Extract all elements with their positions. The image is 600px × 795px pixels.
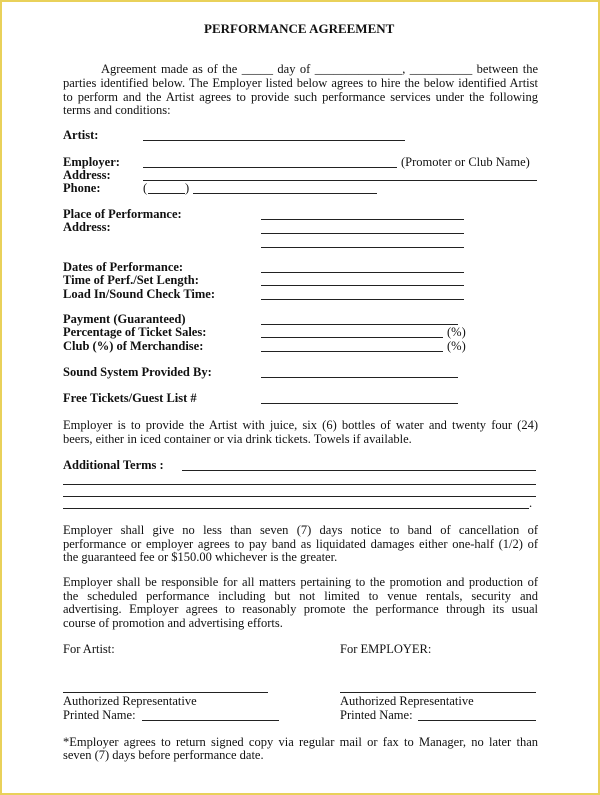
refreshments-line-2: beers, either in iced container or via drink tickets. Towels if available. [63,432,412,446]
employer-label: Employer: [63,155,120,169]
merch-line[interactable] [261,351,443,352]
loadin-line[interactable] [261,299,464,300]
place-address-line-1[interactable] [261,233,464,234]
intro-line-3: to perform and the Artist agrees to provide such performance services under the following [63,90,538,104]
phone-area-open: ( [143,181,148,195]
terms-line-3[interactable] [63,496,536,497]
employer-signature-line[interactable] [340,692,536,693]
promotion-line-3: advertising. Employer agrees to reasonably promote the performance through its usual [63,602,538,616]
employer-line[interactable] [143,167,397,168]
cancellation-line-3: the guaranteed fee or $150.00 whichever is the greater. [63,550,338,564]
performance-agreement-document [2,2,598,793]
for-artist-label: For Artist: [63,642,115,656]
merch-pct: (%) [447,339,466,353]
dates-label: Dates of Performance: [63,260,184,274]
artist-printed-name-line[interactable] [142,720,279,721]
cancellation-line-2: performance or employer agrees to pay band as liquidated damages either one-half (1/2) of [63,537,538,551]
footnote-line-1: *Employer agrees to return signed copy via regular mail or fax to Manager, no later than [63,735,538,749]
document-title: PERFORMANCE AGREEMENT [204,21,395,36]
intro-line-4: terms and conditions: [63,103,171,117]
sound-line[interactable] [261,377,458,378]
footnote-line-2: seven (7) days before performance date. [63,748,264,762]
phone-label: Phone: [63,181,101,195]
promotion-line-4: course of promotion and advertising efforts. [63,616,283,630]
refreshments-line-1: Employer is to provide the Artist with juice, six (6) bottles of water and twenty four (24) [63,418,538,432]
phone-number-line[interactable] [193,193,377,194]
artist-label: Artist: [63,128,99,142]
dates-line[interactable] [261,272,464,273]
place-line[interactable] [261,219,464,220]
employer-note: (Promoter or Club Name) [401,155,530,169]
phone-area-close: ) [185,181,190,195]
employer-authorized-rep: Authorized Representative [340,694,474,708]
terms-line-2[interactable] [63,484,536,485]
employer-printed-name: Printed Name: [340,708,413,722]
promotion-line-2: the scheduled performance including but not limited to venue rentals, security and [63,589,538,603]
time-line[interactable] [261,285,464,286]
terms-line-4[interactable] [63,508,529,509]
place-address-label: Address: [63,220,111,234]
payment-line[interactable] [261,324,458,325]
for-employer-label: For EMPLOYER: [340,642,432,656]
merch-label: Club (%) of Merchandise: [63,339,204,353]
address-line[interactable] [143,180,537,181]
intro-line-1: Agreement made as of the _____ day of ______________, __________ between the [101,62,538,76]
loadin-label: Load In/Sound Check Time: [63,287,216,301]
promotion-line-1: Employer shall be responsible for all matters pertaining to the promotion and production of [63,575,538,589]
ticket-sales-line[interactable] [261,337,443,338]
place-address-line-2[interactable] [261,247,464,248]
additional-terms-label: Additional Terms : [63,458,164,472]
payment-label: Payment (Guaranteed) [63,312,186,326]
employer-printed-name-line[interactable] [418,720,536,721]
phone-area-line[interactable] [148,193,185,194]
place-label: Place of Performance: [63,207,182,221]
artist-printed-name: Printed Name: [63,708,136,722]
intro-line-2: parties identified below. The Employer listed below agrees to hire the below identified Artist [63,76,538,90]
address-label: Address: [63,168,111,182]
time-label: Time of Perf./Set Length: [63,273,199,287]
terms-line-1[interactable] [182,470,536,471]
tickets-label: Free Tickets/Guest List # [63,391,197,405]
artist-signature-line[interactable] [63,692,268,693]
cancellation-line-1: Employer shall give no less than seven (7) days notice to band of cancellation of [63,523,538,537]
sound-label: Sound System Provided By: [63,365,212,379]
tickets-line[interactable] [261,403,458,404]
terms-end-period: . [529,496,533,510]
artist-line[interactable] [143,140,405,141]
artist-authorized-rep: Authorized Representative [63,694,197,708]
ticket-sales-label: Percentage of Ticket Sales: [63,325,207,339]
ticket-sales-pct: (%) [447,325,466,339]
